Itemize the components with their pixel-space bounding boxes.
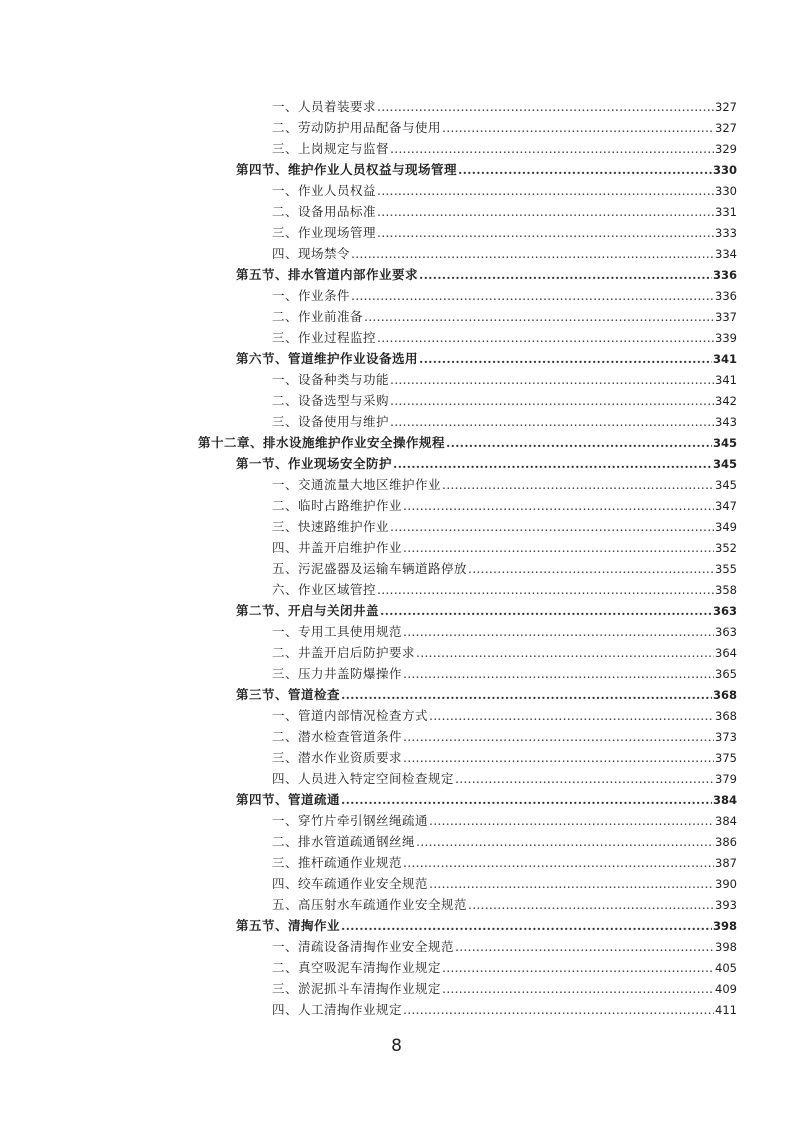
dot-leader bbox=[458, 159, 712, 180]
toc-entry[interactable] bbox=[272, 768, 737, 789]
toc-entry-title: 一、穿竹片牵引钢丝绳疏通 bbox=[272, 813, 429, 828]
toc-entry-page: 358 bbox=[715, 583, 737, 597]
toc-entry-page: 329 bbox=[715, 142, 737, 156]
toc-entry-page: 330 bbox=[715, 184, 737, 198]
toc-entry[interactable] bbox=[272, 390, 737, 411]
toc-entry-title: 三、潜水作业资质要求 bbox=[272, 750, 403, 765]
toc-entry[interactable] bbox=[272, 852, 737, 873]
toc-entry-page: 373 bbox=[715, 730, 737, 744]
toc-entry-page: 327 bbox=[715, 121, 737, 135]
dot-leader bbox=[377, 222, 714, 243]
toc-entry-title: 第四节、维护作业人员权益与现场管理 bbox=[236, 162, 458, 177]
toc-section[interactable] bbox=[236, 915, 737, 936]
dot-leader bbox=[390, 369, 714, 390]
toc-entry-title: 六、作业区域管控 bbox=[272, 582, 377, 597]
toc-section[interactable] bbox=[236, 159, 737, 180]
toc-entry-page: 368 bbox=[715, 709, 737, 723]
toc-entry-title: 三、快速路维护作业 bbox=[272, 519, 390, 534]
toc-entry-page: 355 bbox=[715, 562, 737, 576]
toc-entry-title: 一、设备种类与功能 bbox=[272, 372, 390, 387]
toc-entry-title: 二、作业前准备 bbox=[272, 309, 364, 324]
toc-entry-title: 一、人员着装要求 bbox=[272, 99, 377, 114]
toc-entry-title: 二、排水管道疏通钢丝绳 bbox=[272, 834, 416, 849]
toc-entry[interactable] bbox=[272, 558, 737, 579]
toc-entry-page: 345 bbox=[715, 478, 737, 492]
dot-leader bbox=[468, 894, 714, 915]
toc-entry[interactable] bbox=[272, 138, 737, 159]
dot-leader bbox=[390, 411, 714, 432]
toc-entry[interactable] bbox=[272, 642, 737, 663]
toc-entry-title: 五、污泥盛器及运输车辆道路停放 bbox=[272, 561, 468, 576]
toc-entry-page: 405 bbox=[715, 961, 737, 975]
toc-entry-title: 第四节、管道疏通 bbox=[236, 792, 341, 807]
toc-entry[interactable] bbox=[272, 537, 737, 558]
toc-entry-title: 一、清疏设备清掏作业安全规范 bbox=[272, 939, 455, 954]
toc-entry-title: 三、作业过程监控 bbox=[272, 330, 377, 345]
toc-entry[interactable] bbox=[272, 243, 737, 264]
toc-chapter[interactable] bbox=[198, 432, 737, 453]
toc-entry-page: 386 bbox=[715, 835, 737, 849]
dot-leader bbox=[446, 432, 712, 453]
dot-leader bbox=[419, 348, 712, 369]
toc-entry-title: 五、高压射水车疏通作业安全规范 bbox=[272, 897, 468, 912]
toc-entry-title: 一、管道内部情况检查方式 bbox=[272, 708, 429, 723]
dot-leader bbox=[403, 495, 714, 516]
dot-leader bbox=[351, 285, 714, 306]
toc-entry[interactable] bbox=[272, 411, 737, 432]
toc-entry-title: 第五节、排水管道内部作业要求 bbox=[236, 267, 419, 282]
toc-entry-page: 342 bbox=[715, 394, 737, 408]
toc-entry[interactable] bbox=[272, 873, 737, 894]
toc-entry[interactable] bbox=[272, 96, 737, 117]
toc-entry-page: 347 bbox=[715, 499, 737, 513]
dot-leader bbox=[377, 201, 714, 222]
toc-entry[interactable] bbox=[272, 663, 737, 684]
toc-entry-page: 409 bbox=[715, 982, 737, 996]
toc-entry[interactable] bbox=[272, 747, 737, 768]
toc-entry[interactable] bbox=[272, 222, 737, 243]
dot-leader bbox=[351, 243, 714, 264]
toc-entry[interactable] bbox=[272, 579, 737, 600]
toc-entry-page: 330 bbox=[712, 163, 737, 177]
toc-entry-page: 339 bbox=[715, 331, 737, 345]
toc-entry-page: 341 bbox=[715, 373, 737, 387]
dot-leader bbox=[377, 180, 714, 201]
toc-entry-title: 一、专用工具使用规范 bbox=[272, 624, 403, 639]
toc-entry-page: 375 bbox=[715, 751, 737, 765]
dot-leader bbox=[416, 831, 714, 852]
dot-leader bbox=[429, 873, 714, 894]
toc-entry-page: 365 bbox=[715, 667, 737, 681]
toc-entry-page: 411 bbox=[715, 1003, 737, 1017]
toc-entry-title: 二、劳动防护用品配备与使用 bbox=[272, 120, 442, 135]
toc-entry-title: 三、淤泥抓斗车清掏作业规定 bbox=[272, 981, 442, 996]
toc-entry-page: 384 bbox=[712, 793, 737, 807]
toc-entry-page: 336 bbox=[715, 289, 737, 303]
dot-leader bbox=[377, 579, 714, 600]
toc-entry-page: 331 bbox=[715, 205, 737, 219]
toc-entry-title: 一、作业人员权益 bbox=[272, 183, 377, 198]
toc-entry-page: 352 bbox=[715, 541, 737, 555]
toc-entry-page: 387 bbox=[715, 856, 737, 870]
dot-leader bbox=[403, 663, 714, 684]
toc-entry-page: 393 bbox=[715, 898, 737, 912]
toc-entry-title: 一、交通流量大地区维护作业 bbox=[272, 477, 442, 492]
toc-entry-title: 二、真空吸泥车清掏作业规定 bbox=[272, 960, 442, 975]
dot-leader bbox=[341, 684, 712, 705]
toc-entry-page: 333 bbox=[715, 226, 737, 240]
dot-leader bbox=[468, 558, 714, 579]
toc-entry-title: 二、潜水检查管道条件 bbox=[272, 729, 403, 744]
toc-entry[interactable] bbox=[272, 369, 737, 390]
toc-entry[interactable] bbox=[272, 726, 737, 747]
dot-leader bbox=[341, 915, 712, 936]
dot-leader bbox=[403, 726, 714, 747]
toc-entry-title: 三、设备使用与维护 bbox=[272, 414, 390, 429]
toc-entry-page: 384 bbox=[715, 814, 737, 828]
toc-entry-title: 第六节、管道维护作业设备选用 bbox=[236, 351, 419, 366]
toc-entry-page: 334 bbox=[715, 247, 737, 261]
dot-leader bbox=[390, 138, 714, 159]
toc-entry[interactable] bbox=[272, 705, 737, 726]
toc-entry[interactable] bbox=[272, 810, 737, 831]
toc-entry[interactable] bbox=[272, 999, 737, 1020]
toc-entry[interactable] bbox=[272, 936, 737, 957]
toc-entry-title: 二、设备用品标准 bbox=[272, 204, 377, 219]
toc-entry-page: 337 bbox=[715, 310, 737, 324]
dot-leader bbox=[442, 957, 714, 978]
toc-entry-page: 336 bbox=[712, 268, 737, 282]
toc-entry-title: 三、压力井盖防爆操作 bbox=[272, 666, 403, 681]
dot-leader bbox=[455, 768, 714, 789]
dot-leader bbox=[403, 747, 714, 768]
toc-entry-page: 364 bbox=[715, 646, 737, 660]
dot-leader bbox=[403, 621, 714, 642]
toc-entry-page: 341 bbox=[712, 352, 737, 366]
toc-entry-page: 349 bbox=[715, 520, 737, 534]
toc-entry[interactable] bbox=[272, 306, 737, 327]
toc-entry[interactable] bbox=[272, 621, 737, 642]
toc-entry-page: 343 bbox=[715, 415, 737, 429]
dot-leader bbox=[442, 978, 714, 999]
toc-entry-title: 第三节、管道检查 bbox=[236, 687, 341, 702]
dot-leader bbox=[393, 453, 712, 474]
dot-leader bbox=[403, 999, 714, 1020]
dot-leader bbox=[429, 705, 714, 726]
toc-entry[interactable] bbox=[272, 978, 737, 999]
dot-leader bbox=[429, 810, 714, 831]
toc-entry[interactable] bbox=[272, 327, 737, 348]
toc-section[interactable] bbox=[236, 264, 737, 285]
toc-entry-page: 363 bbox=[715, 625, 737, 639]
toc-entry-title: 四、人工清掏作业规定 bbox=[272, 1002, 403, 1017]
toc-entry-title: 三、推杆疏通作业规范 bbox=[272, 855, 403, 870]
dot-leader bbox=[341, 789, 712, 810]
dot-leader bbox=[442, 474, 714, 495]
toc-entry-page: 390 bbox=[715, 877, 737, 891]
toc-section[interactable] bbox=[236, 684, 737, 705]
toc-entry-title: 二、井盖开启后防护要求 bbox=[272, 645, 416, 660]
dot-leader bbox=[377, 327, 714, 348]
toc-entry[interactable] bbox=[272, 180, 737, 201]
dot-leader bbox=[416, 642, 714, 663]
dot-leader bbox=[390, 516, 714, 537]
toc-entry-page: 345 bbox=[712, 436, 737, 450]
dot-leader bbox=[455, 936, 714, 957]
toc-entry-title: 二、临时占路维护作业 bbox=[272, 498, 403, 513]
toc-entry-title: 四、井盖开启维护作业 bbox=[272, 540, 403, 555]
toc-entry[interactable] bbox=[272, 201, 737, 222]
toc-entry-page: 398 bbox=[712, 919, 737, 933]
dot-leader bbox=[377, 96, 714, 117]
toc-entry[interactable] bbox=[272, 957, 737, 978]
toc-entry-title: 第五节、清掏作业 bbox=[236, 918, 341, 933]
toc-entry-page: 398 bbox=[715, 940, 737, 954]
dot-leader bbox=[364, 306, 714, 327]
toc-entry-title: 第十二章、排水设施维护作业安全操作规程 bbox=[198, 435, 446, 450]
toc-entry-title: 第一节、作业现场安全防护 bbox=[236, 456, 393, 471]
page-number: 8 bbox=[391, 1036, 402, 1056]
toc-entry[interactable] bbox=[272, 516, 737, 537]
toc-entry-page: 379 bbox=[715, 772, 737, 786]
dot-leader bbox=[380, 600, 712, 621]
toc-section[interactable] bbox=[236, 789, 737, 810]
toc-entry-title: 四、人员进入特定空间检查规定 bbox=[272, 771, 455, 786]
toc-entry-page: 363 bbox=[712, 604, 737, 618]
dot-leader bbox=[403, 852, 714, 873]
toc-entry-page: 345 bbox=[712, 457, 737, 471]
toc-entry-title: 第二节、开启与关闭井盖 bbox=[236, 603, 380, 618]
toc-entry-title: 四、现场禁令 bbox=[272, 246, 351, 261]
dot-leader bbox=[390, 390, 714, 411]
toc-entry[interactable] bbox=[272, 474, 737, 495]
toc-entry[interactable] bbox=[272, 495, 737, 516]
toc-entry-title: 一、作业条件 bbox=[272, 288, 351, 303]
toc-section[interactable] bbox=[236, 600, 737, 621]
toc-entry-title: 二、设备选型与采购 bbox=[272, 393, 390, 408]
toc-section[interactable] bbox=[236, 348, 737, 369]
dot-leader bbox=[442, 117, 714, 138]
toc-entry-title: 四、绞车疏通作业安全规范 bbox=[272, 876, 429, 891]
dot-leader bbox=[403, 537, 714, 558]
toc-entry[interactable] bbox=[272, 285, 737, 306]
dot-leader bbox=[419, 264, 712, 285]
toc-entry[interactable] bbox=[272, 117, 737, 138]
toc-entry-title: 三、作业现场管理 bbox=[272, 225, 377, 240]
toc-entry-page: 368 bbox=[712, 688, 737, 702]
toc-entry-title: 三、上岗规定与监督 bbox=[272, 141, 390, 156]
toc-entry[interactable] bbox=[272, 831, 737, 852]
toc-section[interactable] bbox=[236, 453, 737, 474]
toc-entry-page: 327 bbox=[715, 100, 737, 114]
toc-entry[interactable] bbox=[272, 894, 737, 915]
